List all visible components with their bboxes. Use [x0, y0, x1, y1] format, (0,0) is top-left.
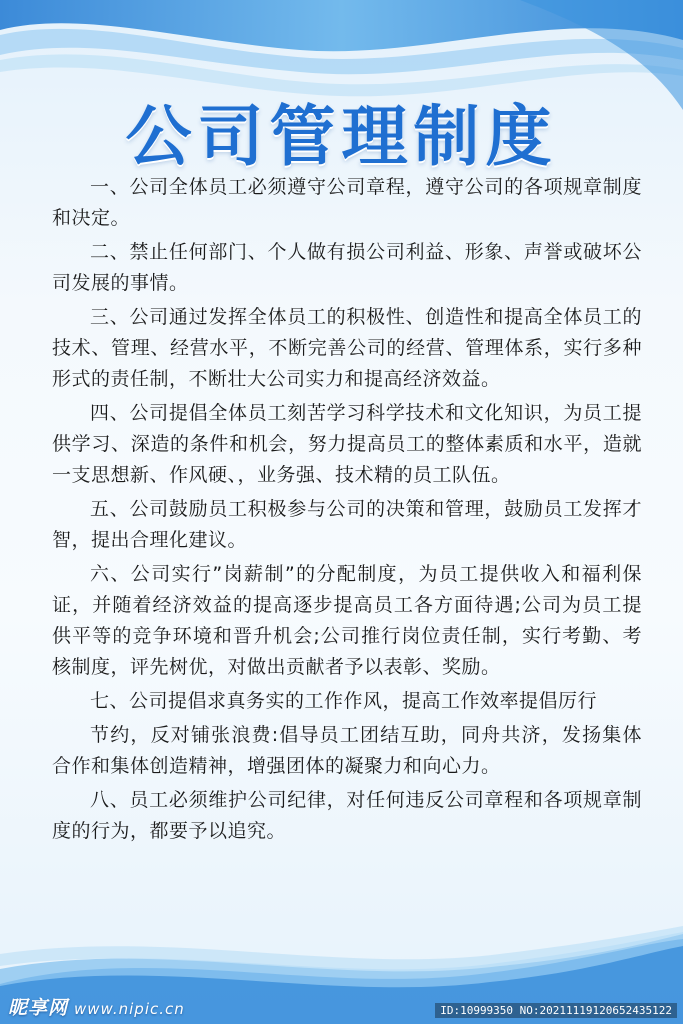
watermark-image-id: ID:10999350 NO:20211119120652435122 [435, 1003, 677, 1018]
watermark-logo-text: 昵享网 [8, 997, 69, 1019]
paragraph-2: 二、禁止任何部门、个人做有损公司利益、形象、声誉或破坏公司发展的事情。 [52, 241, 642, 294]
regulation-body [52, 172, 642, 850]
watermark-site: www.nipic.cn [74, 1000, 185, 1018]
watermark-bar [0, 994, 683, 1024]
paragraph-1: 一、公司全体员工必须遵守公司章程，遵守公司的各项规章制度和决定。 [52, 176, 642, 229]
paragraph-6: 六、公司实行”岗薪制”的分配制度，为员工提供收入和福利保证，并随着经济效益的提高逐步提高员工各方面待遇;公司为员工提供平等的竞争环境和晋升机会;公司推行岗位责任制，实行考勤、考核制度，评先树优，对做出贡献者予以表彰、奖励。 [52, 563, 642, 678]
paragraph-4: 四、公司提倡全体员工刻苦学习科学技术和文化知识，为员工提供学习、深造的条件和机会，努力提高员工的整体素质和水平，造就一支思想新、作风硬、，业务强、技术精的员工队伍。 [52, 402, 642, 486]
watermark-logo [8, 993, 185, 1020]
paragraph-3: 三、公司通过发挥全体员工的积极性、创造性和提高全体员工的技术、管理、经营水平，不断完善公司的经营、管理体系，实行多种形式的责任制，不断壮大公司实力和提高经济效益。 [52, 306, 642, 390]
paragraph-8: 八、员工必须维护公司纪律，对任何违反公司章程和各项规章制度的行为，都要予以追究。 [52, 789, 642, 842]
paragraph-7-continued: 节约，反对铺张浪费:倡导员工团结互助，同舟共济，发扬集体合作和集体创造精神，增强团体的凝聚力和向心力。 [52, 724, 642, 777]
paragraph-7: 七、公司提倡求真务实的工作作风，提高工作效率提倡厉行 [90, 690, 598, 712]
paragraph-5: 五、公司鼓励员工积极参与公司的决策和管理，鼓励员工发挥才智，提出合理化建议。 [52, 498, 642, 551]
page-title: 公司管理制度 [125, 98, 558, 175]
